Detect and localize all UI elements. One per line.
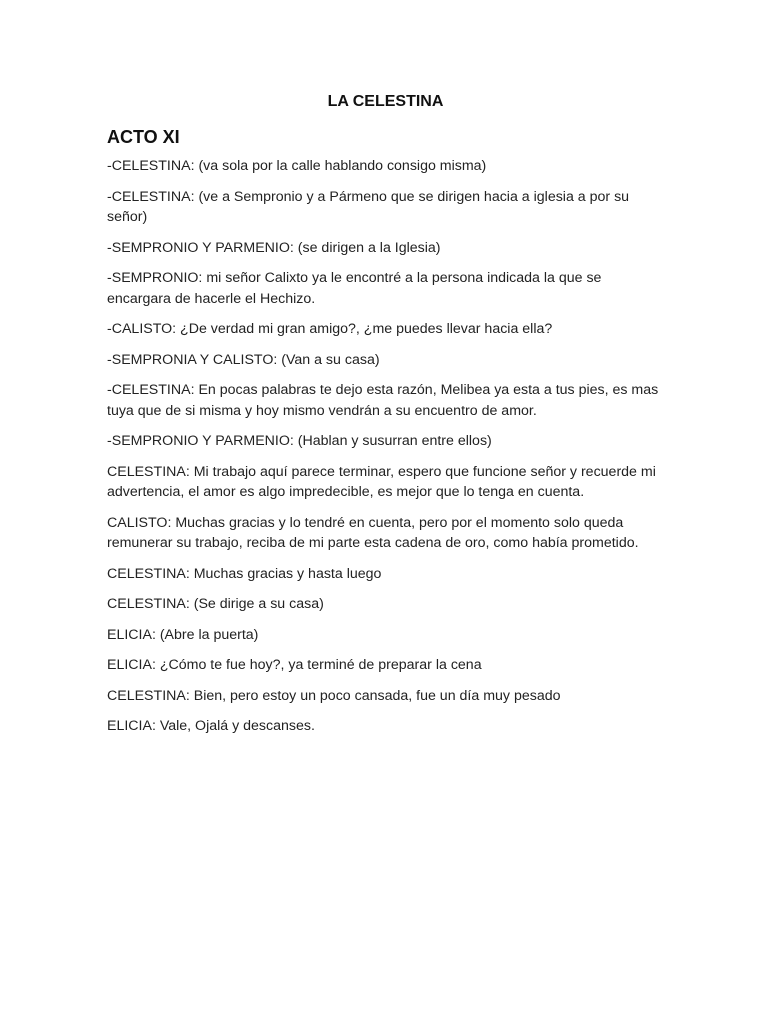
dialogue-line: -CELESTINA: (ve a Sempronio y a Pármeno que se dirigen hacia a iglesia a por su señor) [107,188,630,225]
dialogue-line: CELESTINA: Bien, pero estoy un poco cansada, fue un día muy pesado [107,687,561,704]
dialogue-line: -SEMPRONIO: mi señor Calixto ya le encontré a la persona indicada la que se encargara de hacerle el Hechizo. [107,270,602,307]
dialogue-line: -SEMPRONIO Y PARMENIO: (se dirigen a la Iglesia) [107,239,441,256]
dialogue-body [107,156,664,737]
dialogue-line: -SEMPRONIO Y PARMENIO: (Hablan y susurran entre ellos) [107,433,492,449]
dialogue-line: -SEMPRONIA Y CALISTO: (Van a su casa) [107,351,380,368]
document-title: LA CELESTINA [327,93,444,110]
dialogue-line: -CELESTINA: En pocas palabras te dejo esta razón, Melibea ya esta a tus pies, es mas tuya que de si misma y hoy mismo vendrán a su encuentro de amor. [107,382,659,419]
dialogue-line: CELESTINA: Mi trabajo aquí parece terminar, espero que funcione señor y recuerde mi advertencia, el amor es algo impredecible, es mejor que lo tenga en cuenta. [107,463,656,500]
dialogue-line: -CALISTO: ¿De verdad mi gran amigo?, ¿me puedes llevar hacia ella? [107,321,553,337]
dialogue-line: CALISTO: Muchas gracias y lo tendré en cuenta, pero por el momento solo queda remunerar su trabajo, reciba de mi parte esta cadena de oro, como había prometido. [107,514,639,551]
dialogue-line: -CELESTINA: (va sola por la calle hablando consigo misma) [107,158,487,174]
act-heading: ACTO XI [107,127,180,147]
dialogue-line: ELICIA: ¿Cómo te fue hoy?, ya terminé de preparar la cena [107,657,482,673]
dialogue-line: CELESTINA: (Se dirige a su casa) [107,596,324,612]
dialogue-line: ELICIA: (Abre la puerta) [107,626,259,643]
dialogue-line: ELICIA: Vale, Ojalá y descanses. [107,718,315,734]
dialogue-line: CELESTINA: Muchas gracias y hasta luego [107,565,382,582]
